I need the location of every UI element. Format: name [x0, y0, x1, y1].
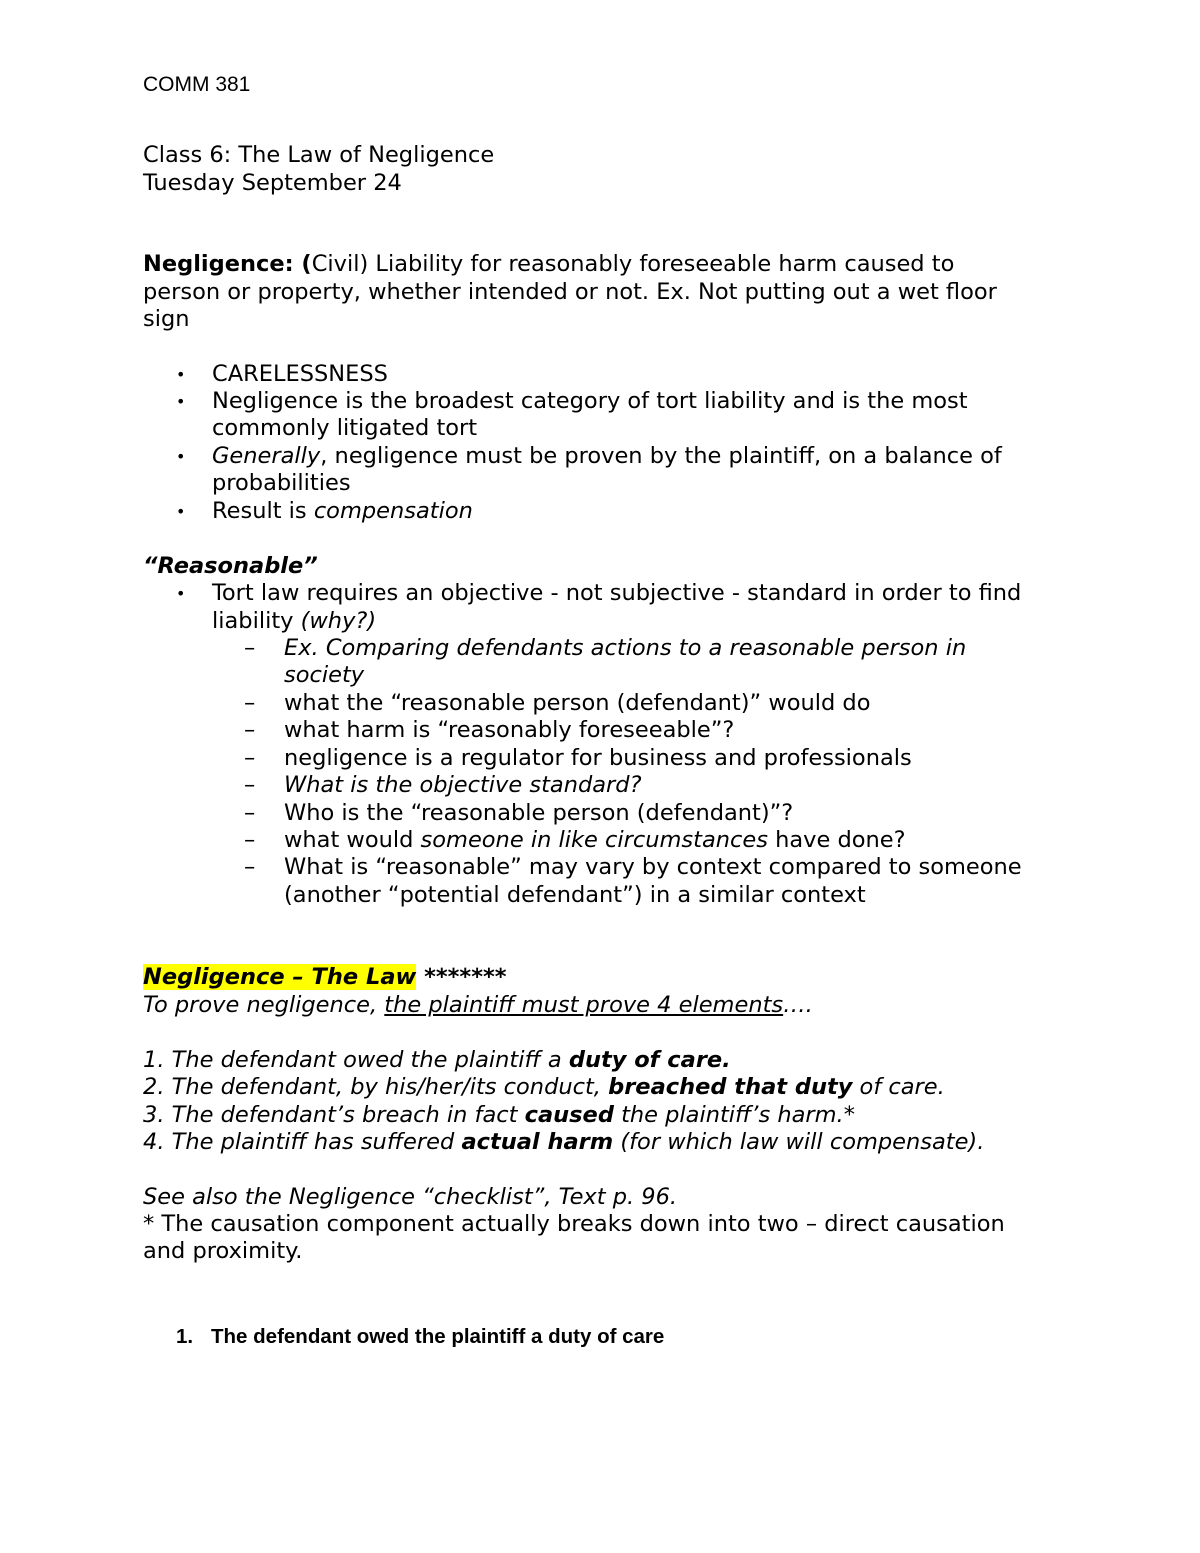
bullet-icon: •	[176, 447, 186, 466]
dash-icon: –	[244, 800, 256, 826]
bullet-text: CARELESSNESS	[212, 361, 388, 387]
bullet-text	[212, 498, 473, 525]
dash-icon: –	[244, 827, 256, 853]
sub-item-text-c: have done?	[767, 827, 906, 853]
bullet-text-rest: , negligence must be proven by the plaintiff, on a balance of	[320, 443, 1002, 469]
section-heading	[176, 1324, 664, 1350]
bullet-icon: •	[176, 392, 186, 411]
bullet-icon: •	[176, 365, 186, 384]
element-key: duty of care.	[568, 1047, 731, 1073]
sub-item-text: (another “potential defendant”) in a similar context	[284, 882, 866, 908]
law-heading-line	[143, 964, 507, 991]
section-title: The defendant owed the plaintiff a duty of care	[211, 1325, 665, 1348]
element-2	[143, 1074, 945, 1101]
element-text: 2. The defendant, by his/her/its conduct,	[143, 1074, 609, 1100]
bullet-text: commonly litigated tort	[212, 415, 478, 441]
dash-icon: –	[244, 635, 256, 661]
bullet-text-plain: Result is	[212, 498, 314, 524]
sub-item-text-a: what would	[284, 827, 421, 853]
element-key: caused	[524, 1102, 614, 1128]
see-also-note: See also the Negligence “checklist”, Text p. 96.	[143, 1184, 678, 1210]
element-key: breached that duty	[608, 1074, 853, 1100]
element-1	[143, 1047, 731, 1074]
element-4	[143, 1129, 984, 1156]
bullet-text: Negligence is the broadest category of tort liability and is the most	[212, 388, 968, 414]
sub-item-text: What is “reasonable” may vary by context compared to someone	[284, 854, 1022, 880]
bullet-text	[212, 608, 376, 635]
element-text-end: (for which law will compensate).	[613, 1129, 985, 1155]
bullet-text-plain: liability	[212, 608, 301, 634]
causation-note-line-2: and proximity.	[143, 1238, 303, 1264]
element-text: 1. The defendant owed the plaintiff a	[143, 1047, 569, 1073]
definition-line-2: person or property, whether intended or not. Ex. Not putting out a wet floor	[143, 279, 997, 305]
element-3	[143, 1102, 855, 1129]
section-number: 1.	[176, 1325, 194, 1348]
sub-item-text: Ex. Comparing defendants actions to a reasonable person in	[284, 635, 967, 661]
law-intro-c: ….	[783, 992, 813, 1018]
emphasis: (why?)	[300, 608, 377, 634]
law-intro-underlined: the plaintiff must prove 4 elements	[384, 992, 784, 1018]
element-text-end: of care.	[852, 1074, 945, 1100]
bullet-text: Tort law requires an objective - not subjective - standard in order to find	[212, 580, 1022, 606]
dash-icon: –	[244, 772, 256, 798]
dash-icon: –	[244, 717, 256, 743]
sub-item-text: negligence is a regulator for business and professionals	[284, 745, 912, 771]
law-intro-a: To prove negligence,	[143, 992, 385, 1018]
bullet-icon: •	[176, 584, 186, 603]
sub-item-text: What is the objective standard?	[284, 772, 642, 798]
emphasis: someone in like circumstances	[420, 827, 768, 853]
bullet-text: probabilities	[212, 470, 351, 496]
element-text: 3. The defendant’s breach in fact	[143, 1102, 525, 1128]
sub-item-text	[284, 827, 906, 854]
definition-text: Civil) Liability for reasonably foreseeable harm caused to	[311, 251, 955, 277]
sub-item-text: what harm is “reasonably foreseeable”?	[284, 717, 735, 743]
sub-item-text: society	[284, 662, 365, 688]
class-date: Tuesday September 24	[143, 170, 402, 196]
definition-term: Negligence: (	[143, 251, 312, 277]
element-text: 4. The plaintiff has suffered	[143, 1129, 462, 1155]
element-text-end: the plaintiff’s harm.*	[613, 1102, 855, 1128]
class-title: Class 6: The Law of Negligence	[143, 142, 495, 168]
law-heading: Negligence – The Law	[143, 964, 417, 990]
dash-icon: –	[244, 854, 256, 880]
law-intro	[143, 992, 813, 1019]
bullet-text	[212, 443, 1002, 470]
law-stars: *******	[416, 964, 507, 990]
sub-item-text: Who is the “reasonable person (defendant)”?	[284, 800, 794, 826]
course-code: COMM 381	[143, 73, 251, 96]
reasonable-heading: “Reasonable”	[143, 553, 318, 579]
causation-note-line-1: * The causation component actually breaks down into two – direct causation	[143, 1211, 1005, 1237]
definition-line-1	[143, 251, 954, 278]
dash-icon: –	[244, 690, 256, 716]
definition-line-3: sign	[143, 306, 190, 332]
sub-item-text: what the “reasonable person (defendant)” would do	[284, 690, 871, 716]
emphasis: compensation	[313, 498, 473, 524]
dash-icon: –	[244, 745, 256, 771]
element-key: actual harm	[461, 1129, 614, 1155]
bullet-icon: •	[176, 502, 186, 521]
emphasis: Generally	[212, 443, 321, 469]
